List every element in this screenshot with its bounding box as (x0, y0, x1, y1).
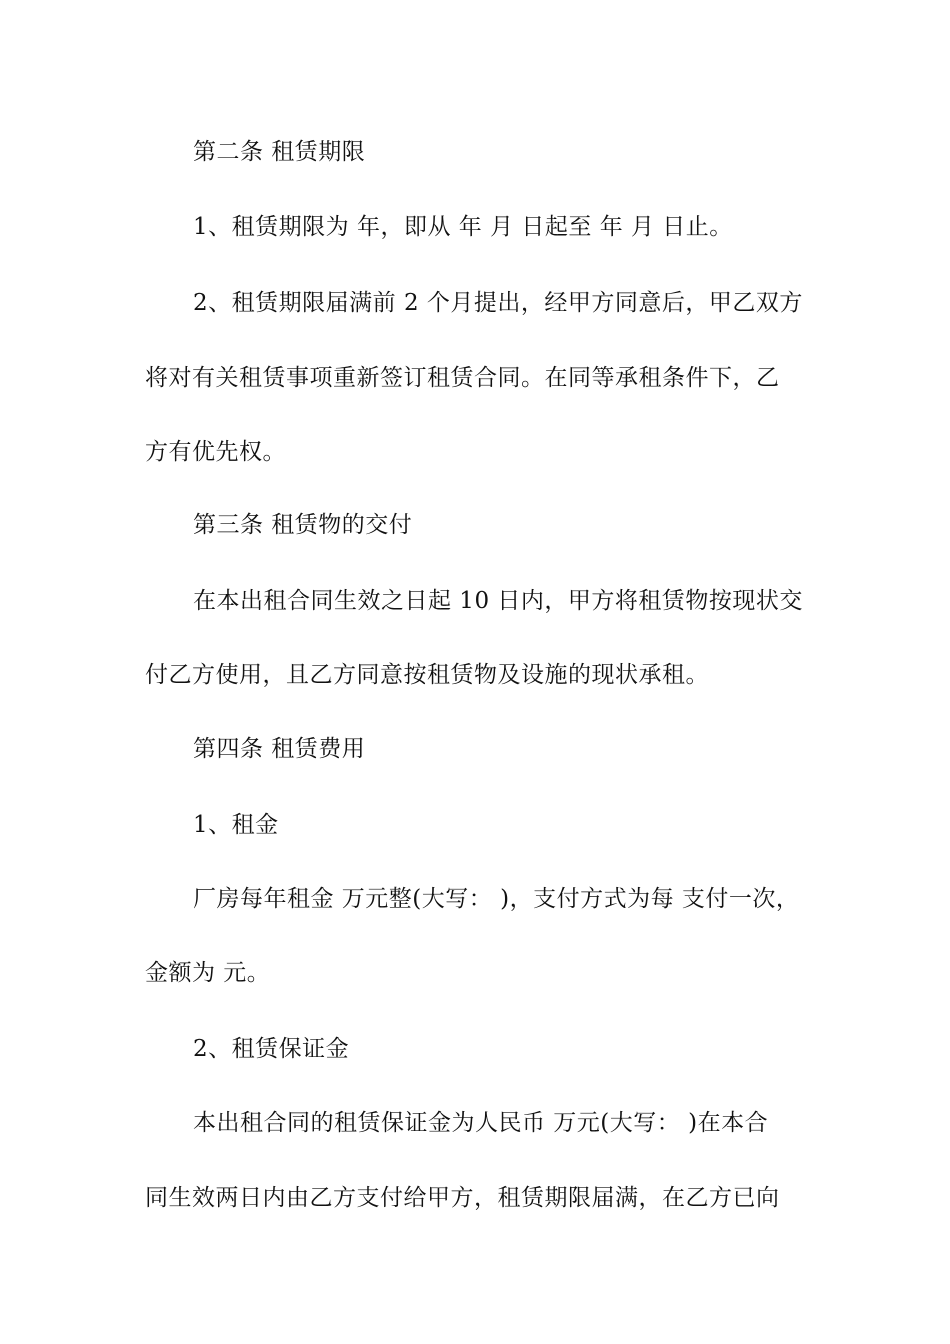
subsection-heading: 1、租金 (193, 812, 279, 838)
paragraph-line: 将对有关租赁事项重新签订租赁合同。在同等承租条件下，乙 (145, 365, 780, 391)
paragraph-line: 方有优先权。 (145, 439, 286, 465)
paragraph-line: 1、租赁期限为 年，即从 年 月 日起至 年 月 日止。 (193, 214, 733, 240)
paragraph-line: 2、租赁期限届满前 2 个月提出，经甲方同意后，甲乙双方 (193, 290, 803, 316)
article-4-heading: 第四条 租赁费用 (193, 736, 366, 762)
paragraph-line: 同生效两日内由乙方支付给甲方，租赁期限届满，在乙方已向 (145, 1185, 780, 1211)
subsection-heading: 2、租赁保证金 (193, 1036, 350, 1062)
paragraph-line: 本出租合同的租赁保证金为人民币 万元(大写： )在本合 (193, 1110, 769, 1136)
paragraph-line: 金额为 元。 (145, 960, 271, 986)
article-2-heading: 第二条 租赁期限 (193, 139, 366, 165)
paragraph-line: 厂房每年租金 万元整(大写： )，支付方式为每 支付一次， (193, 886, 800, 912)
article-3-heading: 第三条 租赁物的交付 (193, 512, 413, 538)
paragraph-line: 在本出租合同生效之日起 10 日内，甲方将租赁物按现状交 (193, 588, 803, 614)
paragraph-line: 付乙方使用，且乙方同意按租赁物及设施的现状承租。 (145, 662, 709, 688)
